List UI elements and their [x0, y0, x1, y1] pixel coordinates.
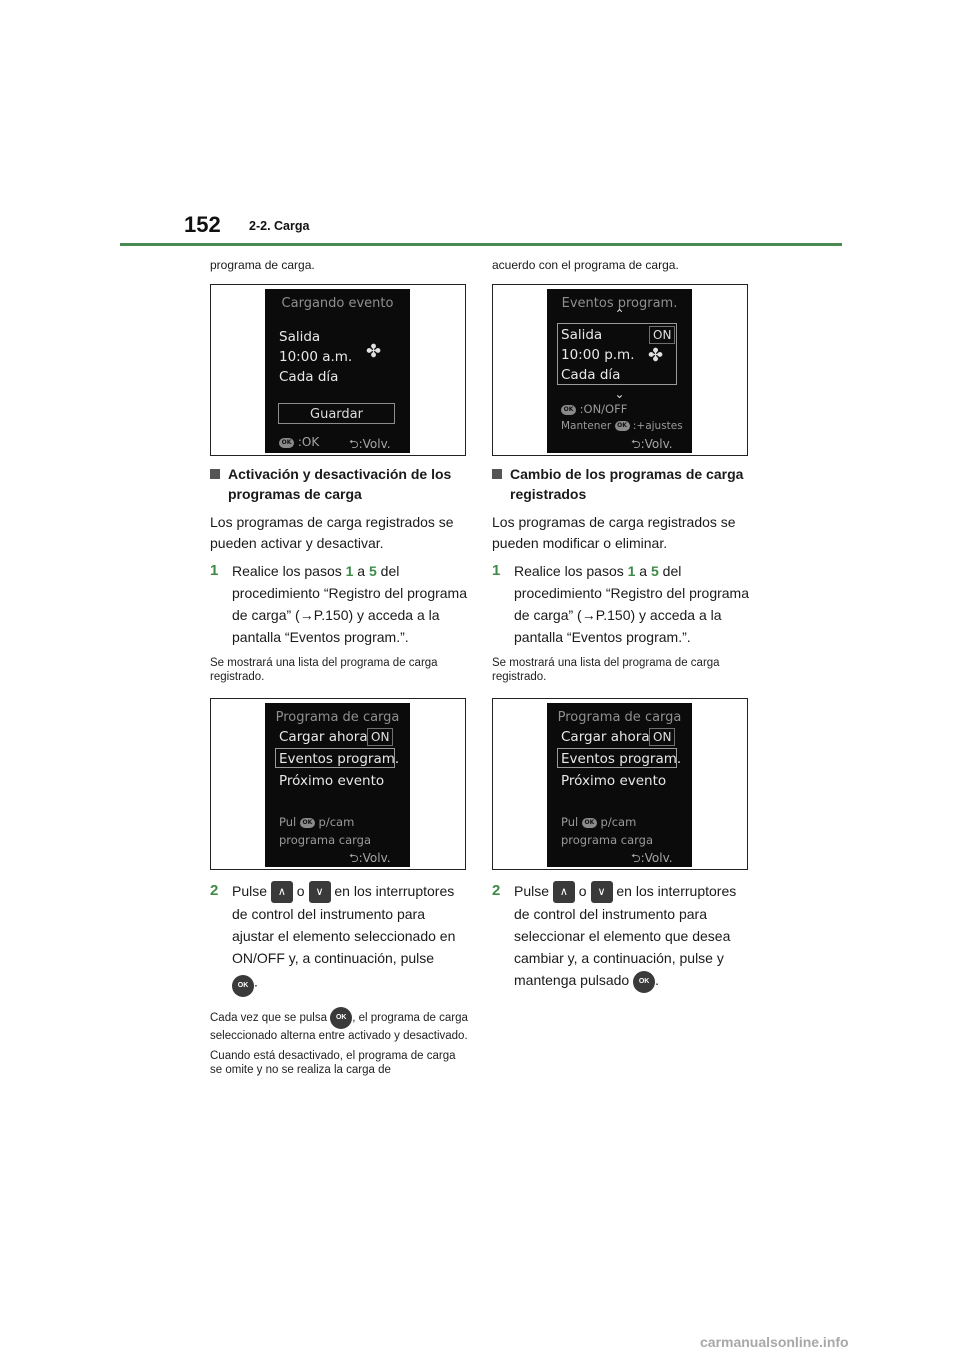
- ok-icon: OK: [279, 438, 294, 448]
- hint-text: :+ajustes: [632, 420, 683, 432]
- menu-item-next-event[interactable]: Próximo evento: [279, 773, 385, 789]
- figure-charging-event: [210, 284, 466, 456]
- status-badge: ON: [649, 728, 675, 746]
- ok-button-icon: OK: [232, 975, 254, 997]
- step-number: 2: [210, 882, 219, 899]
- screen-footer-back: ⮌:Volv.: [631, 437, 673, 451]
- step-2: [210, 880, 468, 997]
- hint-text: Mantener: [561, 420, 612, 432]
- display-screen: [265, 289, 410, 453]
- lead-text: acuerdo con el programa de carga.: [492, 258, 679, 272]
- display-screen: [265, 703, 410, 867]
- display-screen: [547, 289, 692, 453]
- screen-line-repeat: Cada día: [279, 369, 339, 385]
- ok-button-icon: OK: [633, 971, 655, 993]
- step-text: o: [292, 883, 309, 899]
- screen-footer-back: ⮌:Volv.: [631, 851, 673, 865]
- figure-charging-program-menu: [210, 698, 466, 870]
- figure-charging-program-menu: [492, 698, 748, 870]
- step-text: a: [635, 563, 651, 579]
- step-number: 1: [492, 562, 501, 579]
- display-screen: [547, 703, 692, 867]
- section-heading: [492, 464, 750, 504]
- hint-press: [279, 815, 354, 829]
- hint-text: p/cam: [318, 815, 355, 829]
- menu-item-charge-now[interactable]: Cargar ahora: [279, 729, 368, 745]
- step-number: 1: [210, 562, 219, 579]
- footer-ok-label: :OK: [297, 435, 320, 449]
- watermark: carmanualsonline.info: [700, 1334, 849, 1350]
- menu-item-charge-now[interactable]: Cargar ahora: [561, 729, 650, 745]
- screen-title: Eventos program.: [561, 296, 678, 311]
- figure-scheduled-events: [492, 284, 748, 456]
- note-text: Se mostrará una lista del programa de carga registrado.: [492, 657, 720, 683]
- down-button-icon: ∨: [591, 881, 613, 903]
- ok-button-icon: OK: [330, 1007, 352, 1029]
- save-button[interactable]: Guardar: [278, 403, 395, 424]
- screen-title: Programa de carga: [557, 710, 682, 725]
- status-badge: ON: [367, 728, 393, 746]
- heading-bullet-icon: [492, 469, 502, 479]
- ok-icon: OK: [582, 818, 597, 828]
- step-1: [492, 560, 750, 648]
- step-1: [210, 560, 468, 648]
- right-column: [492, 258, 750, 993]
- step-ref: 1: [627, 563, 636, 579]
- step-ref: 5: [369, 563, 377, 579]
- step-text: a: [353, 563, 369, 579]
- header-rule: [120, 243, 842, 246]
- screen-line-time: 10:00 a.m.: [279, 349, 353, 365]
- step-number: 2: [492, 882, 501, 899]
- step-text: Pulse: [232, 883, 271, 899]
- hint-program: programa carga: [561, 833, 654, 847]
- step-text: Realice los pasos: [232, 563, 346, 579]
- body-text: Los programas de carga registrados se pueden modificar o eliminar.: [492, 514, 736, 551]
- menu-item-next-event[interactable]: Próximo evento: [561, 773, 667, 789]
- ok-icon: OK: [300, 818, 315, 828]
- lead-text: programa de carga.: [210, 258, 315, 272]
- screen-line-departure: Salida: [279, 329, 321, 345]
- up-button-icon: ∧: [271, 881, 293, 903]
- screen-line-repeat: Cada día: [561, 367, 621, 383]
- step-text: .: [254, 974, 258, 990]
- chevron-up-icon: ⌃: [614, 307, 625, 321]
- note-text: Cuando está desactivado, el programa de carga se omite y no se realiza la carga de: [210, 1050, 456, 1077]
- hint-text: Pul: [561, 815, 579, 829]
- screen-title: Programa de carga: [275, 710, 400, 725]
- status-badge: ON: [649, 326, 675, 344]
- screen-footer-back: ⮌:Volv.: [349, 437, 391, 451]
- fan-icon: ✤: [648, 345, 664, 366]
- heading-text: Activación y desactivación de los programas de carga: [228, 466, 452, 502]
- hint-text: :ON/OFF: [579, 402, 628, 416]
- screen-footer-ok: [279, 435, 319, 449]
- screen-footer-back: ⮌:Volv.: [349, 851, 391, 865]
- heading-text: Cambio de los programas de carga registrados: [510, 466, 744, 502]
- chevron-down-icon: ⌄: [614, 387, 625, 401]
- step-ref: 1: [345, 563, 354, 579]
- step-text: .: [655, 972, 659, 989]
- note-text-part: , el programa de carga seleccionado alterna entre activado y desactivado.: [210, 1012, 468, 1043]
- ok-icon: OK: [615, 421, 630, 431]
- ok-icon: OK: [561, 405, 576, 415]
- screen-line-time: 10:00 p.m.: [561, 347, 635, 363]
- down-button-icon: ∨: [309, 881, 331, 903]
- body-text: Los programas de carga registrados se pueden activar y desactivar.: [210, 514, 454, 551]
- screen-title: Cargando evento: [281, 296, 394, 311]
- hint-hold: [561, 420, 683, 432]
- hint-text: p/cam: [600, 815, 637, 829]
- menu-item-scheduled-events[interactable]: Eventos program.: [279, 751, 400, 767]
- step-text: o: [574, 883, 591, 899]
- up-button-icon: ∧: [553, 881, 575, 903]
- heading-bullet-icon: [210, 469, 220, 479]
- note-text: [210, 1007, 468, 1043]
- menu-item-scheduled-events[interactable]: Eventos program.: [561, 751, 682, 767]
- step-text: Pulse: [514, 883, 553, 899]
- hint-text: Pul: [279, 815, 297, 829]
- note-text-part: Cada vez que se pulsa: [210, 1012, 331, 1025]
- page-number: 152: [184, 212, 221, 237]
- hint-onoff: [561, 402, 627, 416]
- step-text: Realice los pasos: [514, 563, 628, 579]
- step-2: [492, 880, 750, 993]
- step-text: del procedimiento “Registro del programa de carga” (→P.150) y acceda a la pantalla “Eventos program.”.: [514, 563, 749, 645]
- section-heading: [210, 464, 468, 504]
- step-ref: 5: [651, 563, 659, 579]
- note-text: Se mostrará una lista del programa de carga registrado.: [210, 657, 438, 683]
- step-text: en los interruptores de control del instrumento para ajustar el elemento seleccionado en ON/OFF y, a continuación, pulse: [232, 883, 456, 967]
- left-column: [210, 258, 468, 1077]
- step-text: en los interruptores de control del instrumento para seleccionar el elemento que desea cambiar y, a continuación, pulse y mantenga pulsado: [514, 883, 737, 989]
- fan-icon: ✤: [366, 341, 382, 362]
- hint-press: [561, 815, 636, 829]
- screen-line-departure: Salida: [561, 327, 603, 343]
- step-text: del procedimiento “Registro del programa de carga” (→P.150) y acceda a la pantalla “Eventos program.”.: [232, 563, 467, 645]
- hint-program: programa carga: [279, 833, 372, 847]
- section-title: 2-2. Carga: [249, 219, 310, 233]
